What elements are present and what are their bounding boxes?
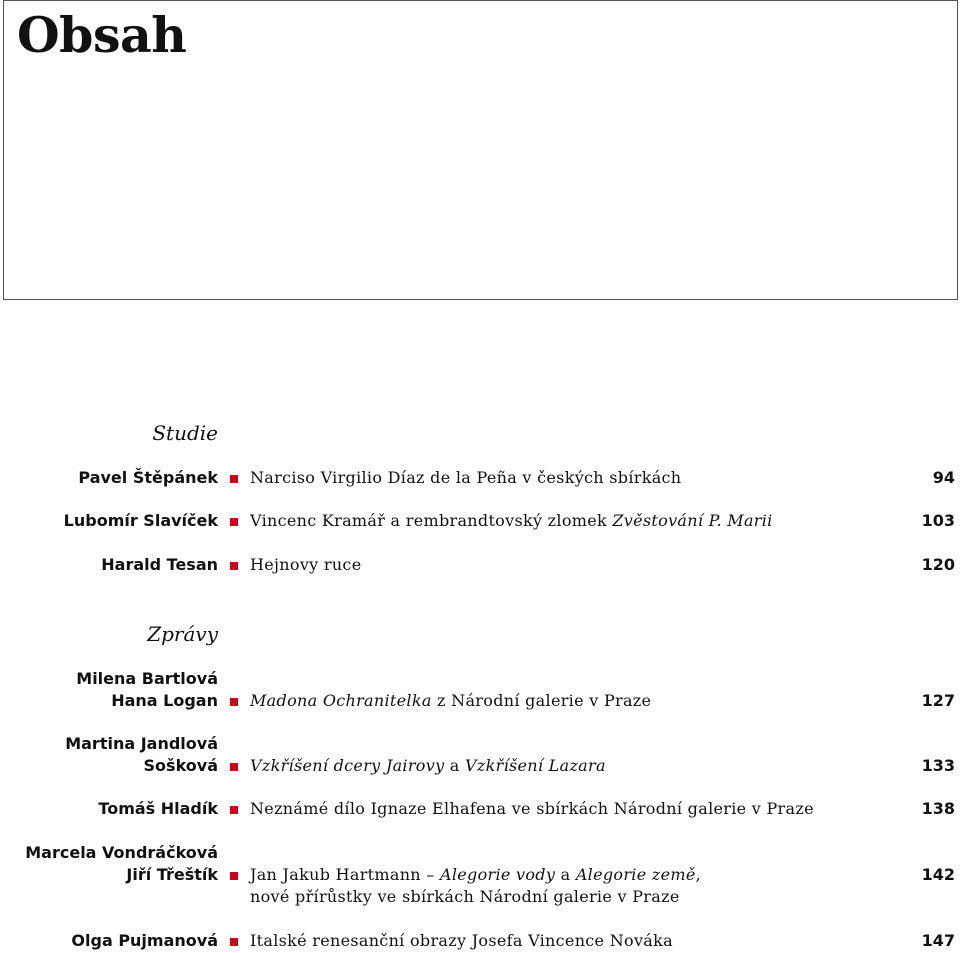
entry-title	[250, 864, 701, 908]
bullet-marker	[230, 562, 238, 570]
page-title: Obsah	[17, 6, 187, 64]
entry-title	[250, 798, 814, 820]
author-name: Harald Tesan	[101, 555, 218, 574]
bullet-marker	[230, 806, 238, 814]
title-part: a	[444, 756, 466, 775]
entry-title-line	[250, 510, 773, 532]
entry-title	[250, 690, 651, 712]
page-number: 147	[921, 931, 955, 950]
author-name: Lubomír Slavíček	[63, 511, 218, 530]
page-number: 103	[921, 511, 955, 530]
title-part: Neznámé dílo Ignaze Elhafena ve sbírkách Národní galerie v Praze	[250, 799, 814, 818]
toc-entry	[0, 734, 960, 777]
bullet-marker	[230, 698, 238, 706]
page-number: 133	[921, 756, 955, 775]
entry-title	[250, 510, 773, 532]
entry-authors	[101, 554, 218, 576]
bullet-marker	[230, 763, 238, 771]
title-part: Jan Jakub Hartmann –	[250, 865, 440, 884]
entry-title-line	[250, 755, 606, 777]
entry-title-line	[250, 864, 701, 886]
entry-title	[250, 554, 361, 576]
toc-entry	[0, 554, 960, 576]
page-number: 138	[921, 799, 955, 818]
title-part-italic: Madona Ochranitelka	[250, 691, 432, 710]
title-part: z Národní galerie v Praze	[431, 691, 652, 710]
section-heading-studie: Studie	[152, 421, 218, 445]
entry-authors	[98, 798, 218, 820]
title-part-italic: Alegorie vody	[440, 865, 556, 884]
toc-entry	[0, 467, 960, 489]
title-part: ,	[695, 865, 701, 884]
toc-entry	[0, 510, 960, 532]
entry-authors	[76, 668, 218, 712]
bullet-marker	[230, 518, 238, 526]
entry-authors	[65, 733, 218, 777]
entry-title	[250, 755, 606, 777]
title-part: Narciso Virgilio Díaz de la Peña v českých sbírkách	[250, 468, 682, 487]
title-part: Hejnovy ruce	[250, 555, 362, 574]
author-name: Milena Bartlová	[76, 669, 218, 688]
author-name: Pavel Štěpánek	[78, 468, 218, 487]
section-heading-zpravy: Zprávy	[147, 622, 218, 646]
bullet-marker	[230, 475, 238, 483]
entry-authors	[71, 930, 218, 952]
entry-authors	[64, 510, 218, 532]
toc-entry	[0, 669, 960, 712]
author-name: Tomáš Hladík	[98, 799, 218, 818]
entry-title-line	[250, 798, 814, 820]
entry-title-line	[250, 930, 673, 952]
title-box	[3, 0, 958, 300]
page-number: 120	[921, 555, 955, 574]
toc-entry	[0, 930, 960, 952]
toc-entry	[0, 798, 960, 820]
author-name: Hana Logan	[111, 691, 218, 710]
title-part: Vincenc Kramář a rembrandtovský zlomek	[250, 511, 613, 530]
page-number: 142	[921, 865, 955, 884]
author-name: Jiří Třeštík	[126, 865, 218, 884]
page-number: 94	[932, 468, 955, 487]
title-part: Italské renesanční obrazy Josefa Vincence Nováka	[250, 931, 673, 950]
entry-authors	[78, 467, 218, 489]
entry-title-line: nové přírůstky ve sbírkách Národní galerie v Praze	[250, 887, 680, 906]
author-name: Olga Pujmanová	[71, 931, 218, 950]
bullet-marker	[230, 938, 238, 946]
title-part-italic: Vzkříšení dcery Jairovy	[250, 756, 445, 775]
entry-title-line	[250, 467, 681, 489]
title-part-italic: Alegorie země	[575, 865, 696, 884]
title-part-italic: Zvěstování P. Marii	[612, 511, 773, 530]
entry-title-line	[250, 554, 361, 576]
page-number: 127	[921, 691, 955, 710]
author-name: Martina Jandlová	[65, 734, 218, 753]
entry-title	[250, 467, 681, 489]
author-name: Sošková	[143, 756, 218, 775]
title-part-italic: Vzkříšení Lazara	[465, 756, 606, 775]
entry-title	[250, 930, 673, 952]
bullet-marker	[230, 872, 238, 880]
entry-title-line	[250, 690, 651, 712]
entry-authors	[25, 842, 218, 886]
toc-entry	[0, 843, 960, 906]
title-part: a	[555, 865, 576, 884]
author-name: Marcela Vondráčková	[25, 843, 218, 862]
